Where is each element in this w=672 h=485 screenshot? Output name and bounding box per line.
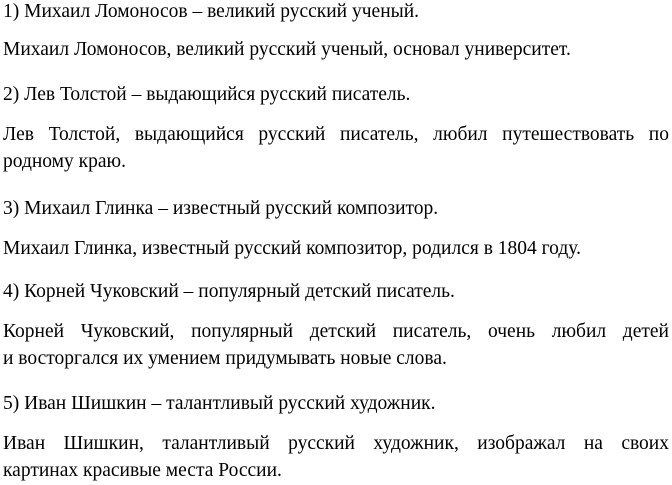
heading-item-4: 4) Корней Чуковский – популярный детский писатель.	[3, 281, 455, 302]
sentence-2-line-1: Лев Толстой, выдающийся русский писатель, любил путешествовать по	[3, 124, 669, 145]
heading-item-1: 1) Михаил Ломоносов – великий русский ученый.	[3, 1, 420, 22]
sentence-5-line-1: Иван Шишкин, талантливый русский художник, изображал на своих	[3, 433, 669, 454]
heading-item-3: 3) Михаил Глинка – известный русский композитор.	[3, 198, 439, 219]
heading-item-5: 5) Иван Шишкин – талантливый русский художник.	[3, 393, 436, 414]
sentence-4-line-2: и восторгался их умением придумывать новые слова.	[3, 348, 447, 369]
sentence-3: Михаил Глинка, известный русский композитор, родился в 1804 году.	[3, 238, 581, 259]
sentence-5-line-2: картинах красивые места России.	[3, 460, 282, 481]
heading-item-2: 2) Лев Толстой – выдающийся русский писатель.	[3, 84, 411, 105]
sentence-4-line-1: Корней Чуковский, популярный детский писатель, очень любил детей	[3, 321, 669, 342]
sentence-1: Михаил Ломоносов, великий русский ученый, основал университет.	[3, 39, 571, 60]
sentence-2-line-2: родному краю.	[3, 151, 126, 172]
